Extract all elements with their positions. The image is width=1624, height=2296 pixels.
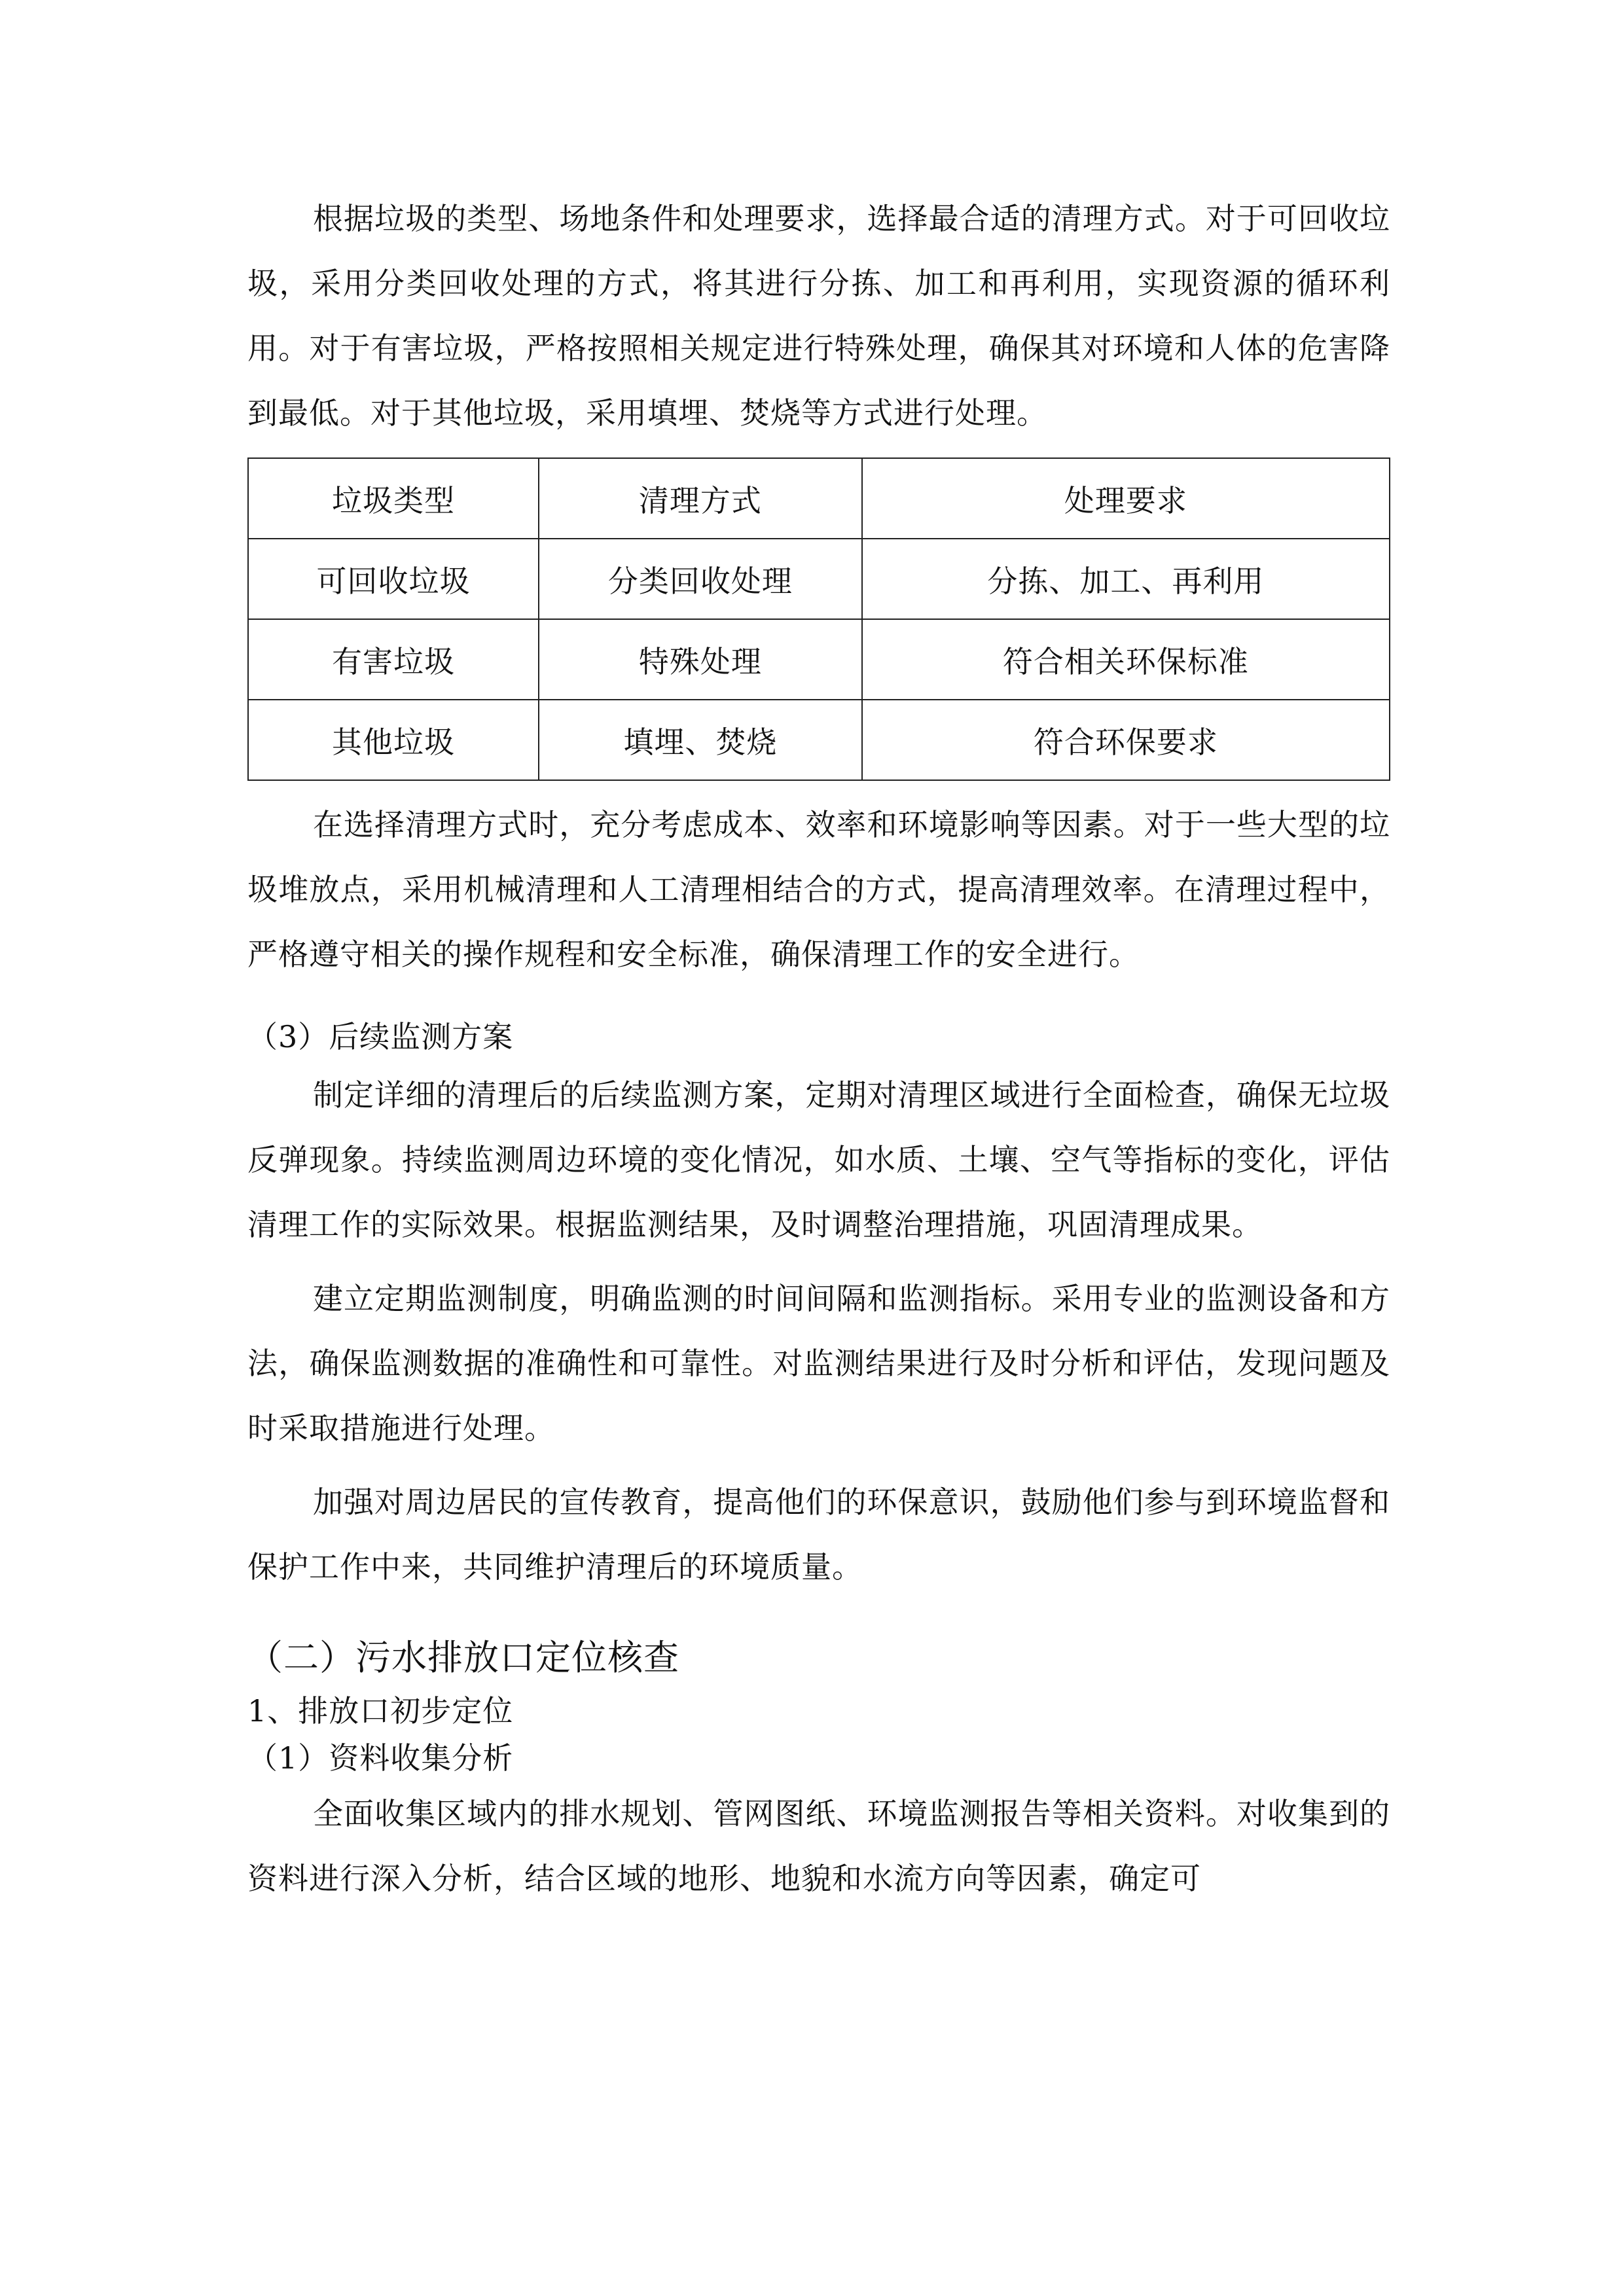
table-row: [248, 619, 1390, 700]
paragraph-public-education: 加强对周边居民的宣传教育，提高他们的环保意识，鼓励他们参与到环境监督和保护工作中来，共同维护清理后的环境质量。: [247, 1484, 1390, 1585]
table-row: [248, 700, 1390, 780]
table-cell: 分类回收处理: [539, 539, 862, 619]
waste-treatment-table: [247, 457, 1390, 781]
paragraph-monitoring-plan: 制定详细的清理后的后续监测方案，定期对清理区域进行全面检查，确保无垃圾反弹现象。持续监测周边环境的变化情况，如水质、土壤、空气等指标的变化，评估清理工作的实际效果。根据监测结果，及时调整治理措施，巩固清理成果。: [247, 1077, 1390, 1242]
table-cell: 可回收垃圾: [248, 539, 539, 619]
paragraph-method-considerations: 在选择清理方式时，充分考虑成本、效率和环境影响等因素。对于一些大型的垃圾堆放点，采用机械清理和人工清理相结合的方式，提高清理效率。在清理过程中，严格遵守相关的操作规程和安全标准，确保清理工作的安全进行。: [247, 807, 1390, 972]
table-cell: 有害垃圾: [248, 619, 539, 700]
table-cell: 特殊处理: [539, 619, 862, 700]
table-header-cell: 垃圾类型: [248, 458, 539, 539]
table-header-cell: 处理要求: [862, 458, 1390, 539]
paragraph-monitoring-system: 建立定期监测制度，明确监测的时间间隔和监测指标。采用专业的监测设备和方法，确保监测数据的准确性和可靠性。对监测结果进行及时分析和评估，发现问题及时采取措施进行处理。: [247, 1281, 1390, 1446]
section-heading-outfall-verification: （二）污水排放口定位核查: [247, 1637, 679, 1678]
table-header-row: [248, 458, 1390, 539]
table-cell: 符合相关环保标准: [862, 619, 1390, 700]
document-body: [247, 187, 1390, 1911]
item-heading-initial-location: 1、排放口初步定位: [247, 1693, 514, 1729]
table-row: [248, 539, 1390, 619]
table-cell: 分拣、加工、再利用: [862, 539, 1390, 619]
subheading-monitoring-plan: （3）后续监测方案: [247, 1019, 514, 1054]
paragraph-data-collection: 全面收集区域内的排水规划、管网图纸、环境监测报告等相关资料。对收集到的资料进行深入分析，结合区域的地形、地貌和水流方向等因素，确定可: [247, 1796, 1390, 1896]
table-cell: 其他垃圾: [248, 700, 539, 780]
paragraph-cleanup-method: 根据垃圾的类型、场地条件和处理要求，选择最合适的清理方式。对于可回收垃圾，采用分类回收处理的方式，将其进行分拣、加工和再利用，实现资源的循环利用。对于有害垃圾，严格按照相关规定进行特殊处理，确保其对环境和人体的危害降到最低。对于其他垃圾，采用填埋、焚烧等方式进行处理。: [247, 201, 1390, 431]
table-header-cell: 清理方式: [539, 458, 862, 539]
table-cell: 填埋、焚烧: [539, 700, 862, 780]
table-cell: 符合环保要求: [862, 700, 1390, 780]
subheading-data-collection: （1）资料收集分析: [247, 1740, 514, 1776]
